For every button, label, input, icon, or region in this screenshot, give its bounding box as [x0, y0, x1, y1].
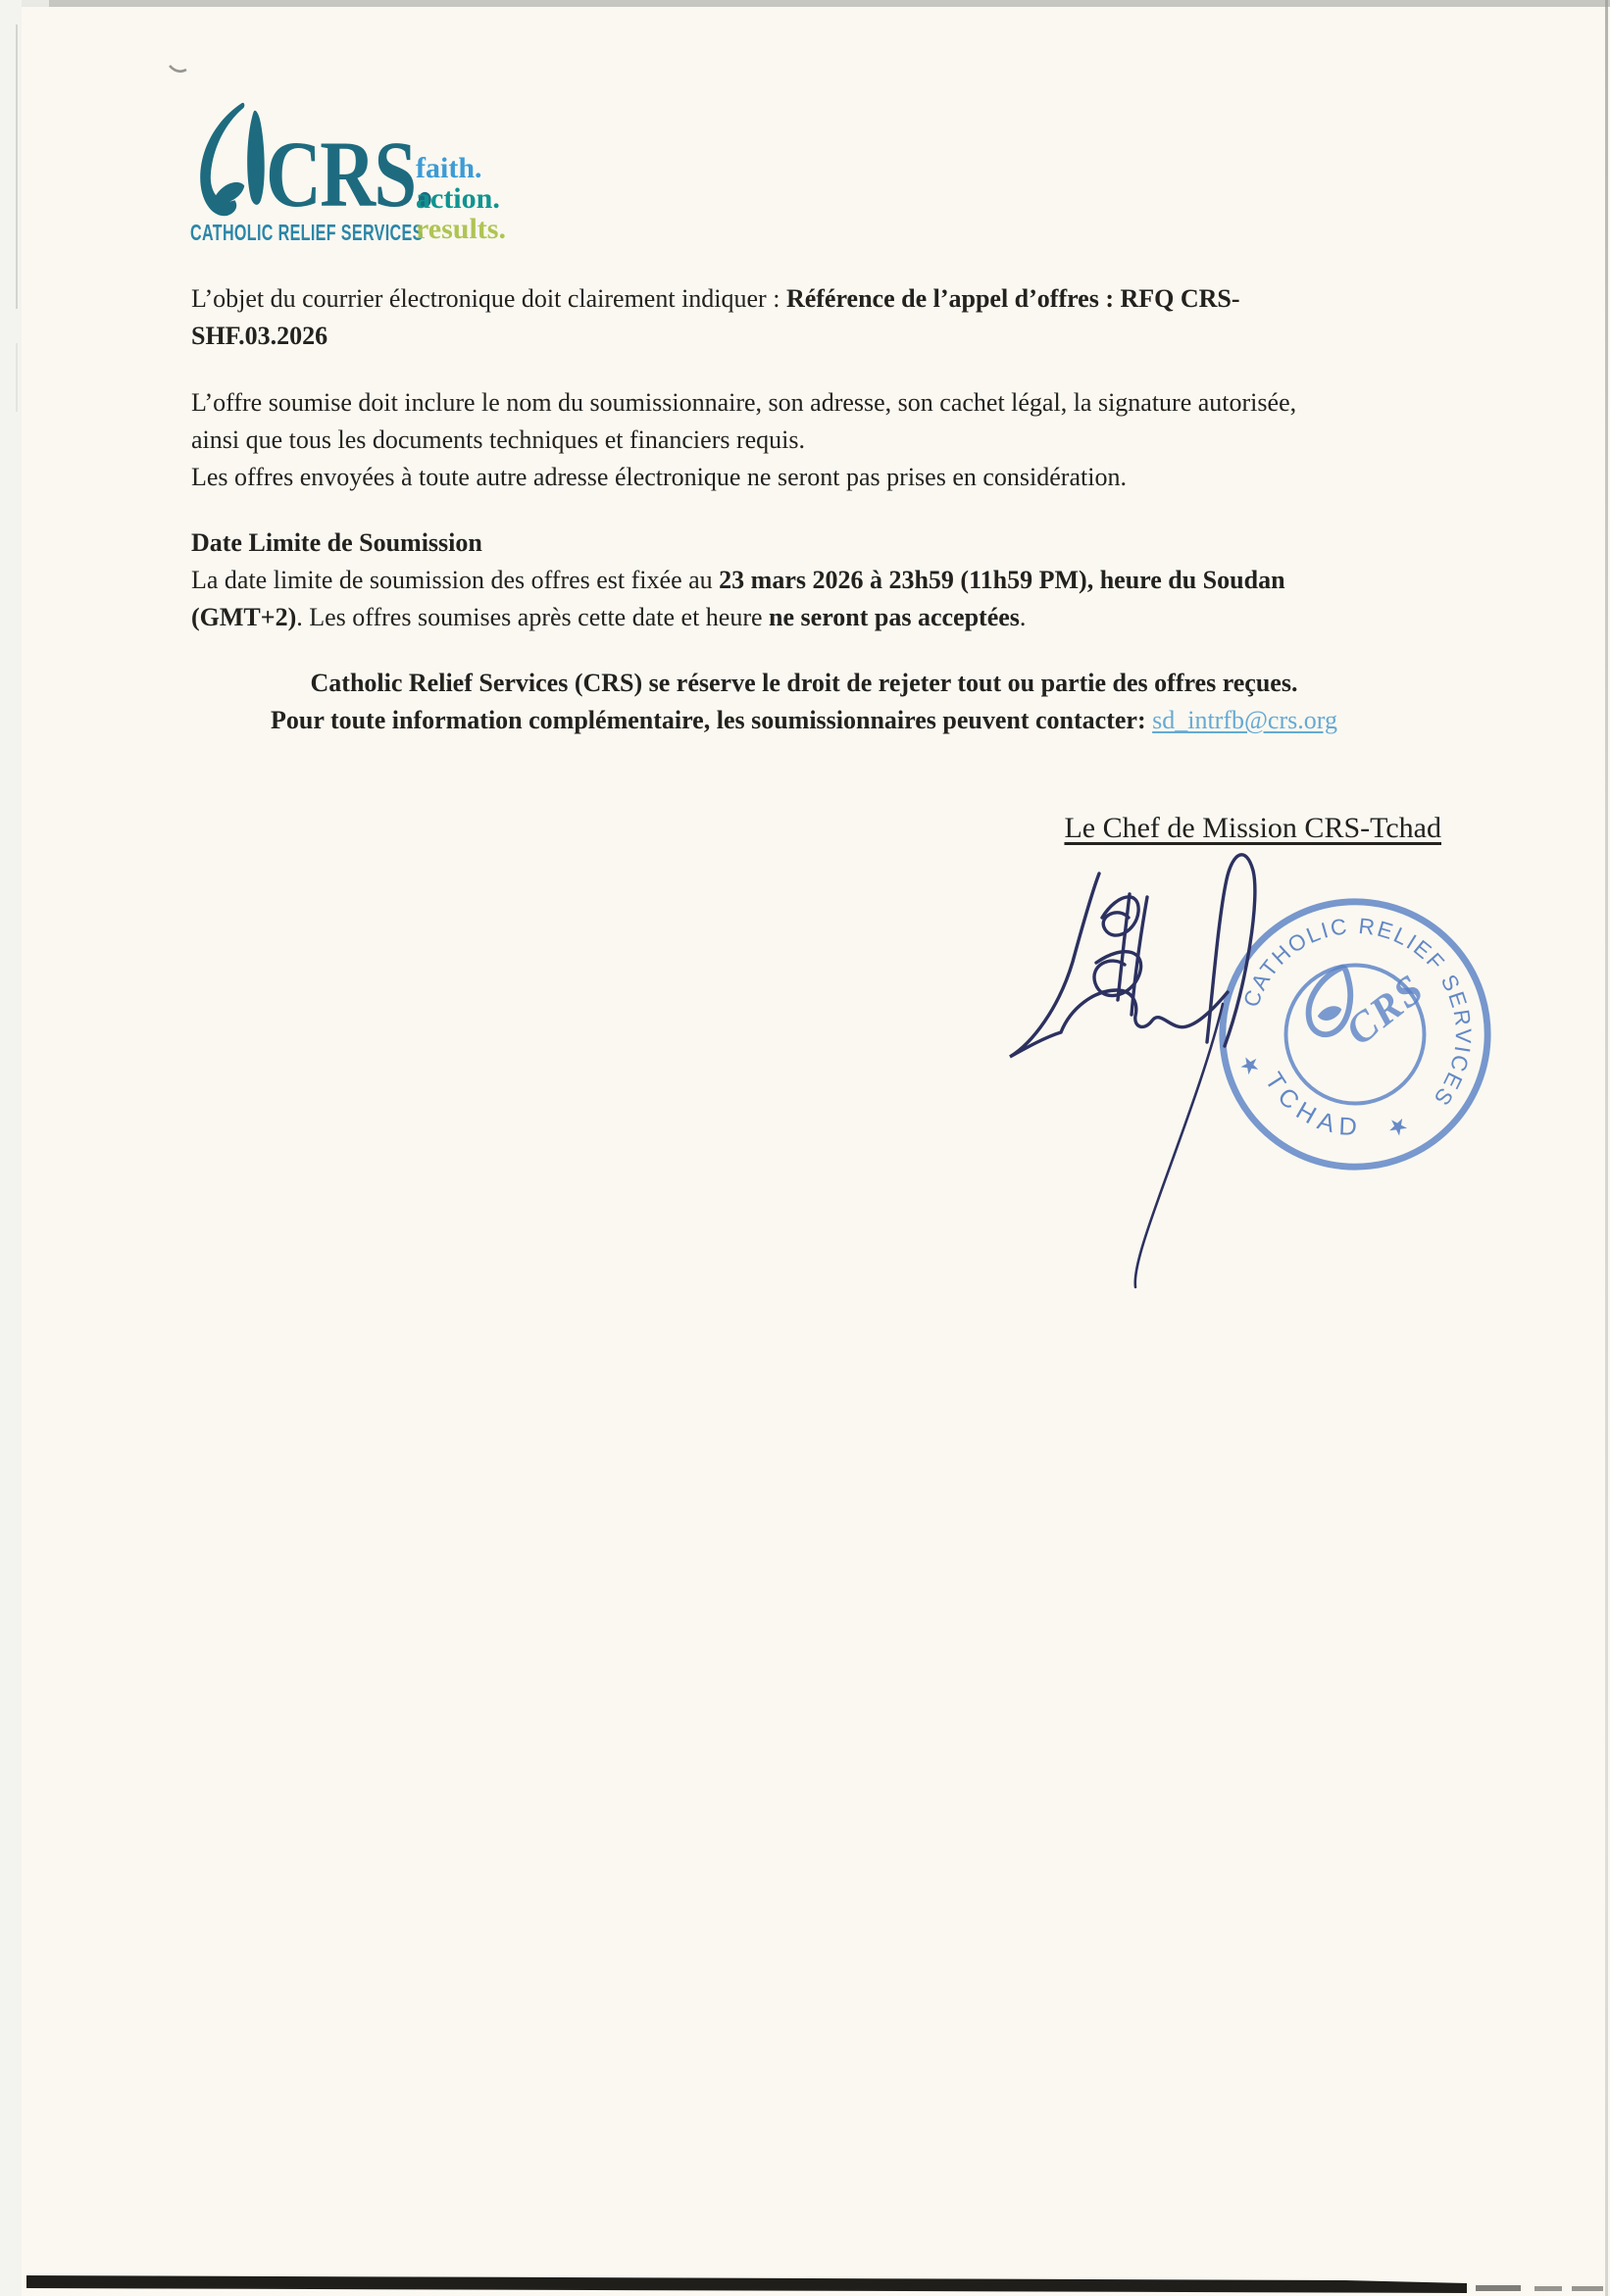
paragraph-offer-requirements	[191, 384, 1296, 496]
notice-block	[191, 665, 1417, 739]
deadline-heading: Date Limite de Soumission	[191, 528, 482, 557]
deadline-date-bold: 23 mars 2026 à 23h59 (11h59 PM), heure du Soudan	[719, 566, 1285, 594]
crs-flame-icon	[192, 101, 273, 230]
deadline-normal: La date limite de soumission des offres est fixée au	[191, 566, 720, 594]
stamp-star-right-icon: ★	[1383, 1109, 1414, 1144]
scan-edge-left-line	[16, 25, 18, 309]
tagline-action: action.	[416, 182, 500, 215]
stamp-country-text: TCHAD	[1259, 1068, 1365, 1142]
signatory-title: Le Chef de Mission CRS-Tchad	[1064, 812, 1441, 844]
p1-normal: L’objet du courrier électronique doit clairement indiquer :	[191, 284, 786, 313]
scan-edge-left-line-2	[16, 343, 18, 412]
section-deadline	[191, 524, 1285, 636]
deadline-period: .	[1019, 603, 1027, 631]
logo-tagline	[416, 153, 506, 244]
tagline-results: results.	[416, 213, 506, 245]
p1-bold-reference: Référence de l’appel d’offres : RFQ CRS-	[785, 284, 1240, 313]
scan-speck	[170, 66, 186, 72]
stamp-graphic	[1216, 895, 1494, 1173]
stamp-ring-text: CATHOLIC RELIEF SERVICES	[1238, 913, 1477, 1112]
p1-bold-rfq-number: SHF.03.2026	[191, 322, 328, 350]
text-line	[191, 562, 1285, 599]
scan-edge-bottom	[26, 2275, 1603, 2293]
paragraph-subject-line	[191, 280, 1240, 355]
text-line: L’offre soumise doit inclure le nom du soumissionnaire, son adresse, son cachet légal, la signature autorisée,	[191, 388, 1297, 417]
deadline-gmt-bold: (GMT+2)	[191, 603, 297, 631]
stamp-crs-text: CRS	[1337, 965, 1434, 1055]
deadline-normal-2: . Les offres soumises après cette date et heure	[296, 603, 770, 631]
scan-edge-top	[49, 0, 1610, 7]
tagline-faith: faith.	[416, 152, 482, 184]
text-line: ainsi que tous les documents techniques et financiers requis.	[191, 425, 806, 454]
notice-contact-bold: Pour toute information complémentaire, les soumissionnaires peuvent contacter:	[271, 706, 1153, 734]
scan-edge-right-line	[1605, 0, 1608, 2296]
logo-org-name: CATHOLIC RELIEF SERVICES	[190, 220, 424, 245]
scan-edge-left	[0, 0, 22, 2296]
text-line	[191, 599, 1285, 636]
stamp-star-left-icon: ★	[1233, 1052, 1265, 1078]
notice-rights-line: Catholic Relief Services (CRS) se réserve le droit de rejeter tout ou partie des offres reçues.	[310, 669, 1298, 697]
contact-email-link[interactable]: sd_intrfb@crs.org	[1152, 706, 1337, 734]
text-line: Les offres envoyées à toute autre adresse électronique ne seront pas prises en considération.	[191, 463, 1127, 491]
notice-contact-line	[191, 702, 1417, 739]
text-line	[191, 280, 1240, 318]
official-stamp	[1216, 895, 1494, 1173]
deadline-rejected-bold: ne seront pas acceptées	[769, 603, 1020, 631]
crs-wordmark: CRS.	[266, 122, 433, 226]
